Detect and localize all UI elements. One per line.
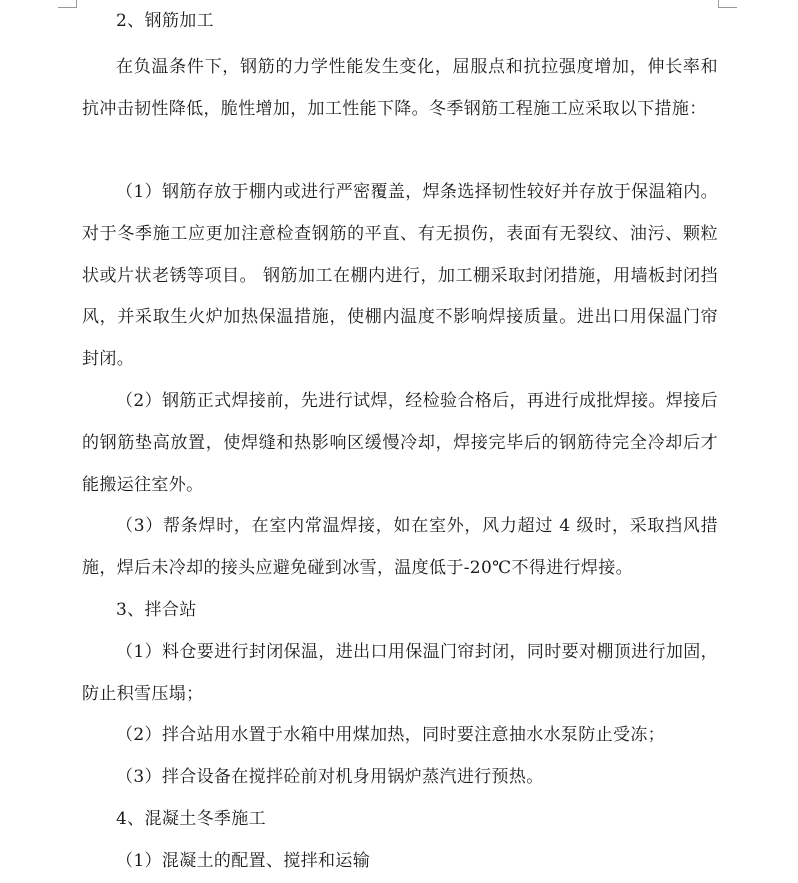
section-heading-rebar-processing: 2、钢筋加工	[116, 11, 214, 31]
section-heading-concrete-winter: 4、混凝土冬季施工	[116, 809, 266, 829]
paragraph-water-heating: （2）拌合站用水置于水箱中用煤加热，同时要注意抽水水泵防止受冻；	[116, 725, 666, 745]
paragraph-equipment-preheat: （3）拌合设备在搅拌砼前对机身用锅炉蒸汽进行预热。	[116, 767, 544, 787]
paragraph-rebar-storage: （1）钢筋存放于棚内或进行严密覆盖，焊条选择韧性较好并存放于保温箱内。对于冬季施工应更加注意检查钢筋的平直、有无损伤，表面有无裂纹、油污、颗粒状或片状老锈等项目。 钢筋加工在棚内进行，加工棚采取封闭措施，用墙板封闭挡风，并采取生火炉加热保温措施，使棚内温度不影响焊接质量。进出口用保温门帘封闭。	[82, 182, 718, 370]
paragraph-rebar-intro: 在负温条件下，钢筋的力学性能发生变化，屈服点和抗拉强度增加，伸长率和抗冲击韧性降低，脆性增加，加工性能下降。冬季钢筋工程施工应采取以下措施：	[82, 57, 718, 119]
paragraph-concrete-mixing: （1）混凝土的配置、搅拌和运输	[116, 851, 371, 871]
paragraph-rebar-welding: （2）钢筋正式焊接前，先进行试焊，经检验合格后，再进行成批焊接。焊接后的钢筋垫高放置，使焊缝和热影响区缓慢冷却，焊接完毕后的钢筋待完全冷却后才能搬运往室外。	[82, 391, 718, 495]
page-corner-mark-left	[58, 0, 77, 8]
page-corner-mark-right	[718, 0, 737, 8]
paragraph-strap-welding: （3）帮条焊时，在室内常温焊接，如在室外，风力超过 4 级时，采取挡风措施，焊后未冷却的接头应避免碰到冰雪，温度低于-20℃不得进行焊接。	[82, 516, 718, 578]
paragraph-silo-insulation: （1）料仓要进行封闭保温，进出口用保温门帘封闭，同时要对棚顶进行加固，防止积雪压塌；	[82, 642, 718, 704]
section-heading-mixing-station: 3、拌合站	[116, 600, 197, 620]
